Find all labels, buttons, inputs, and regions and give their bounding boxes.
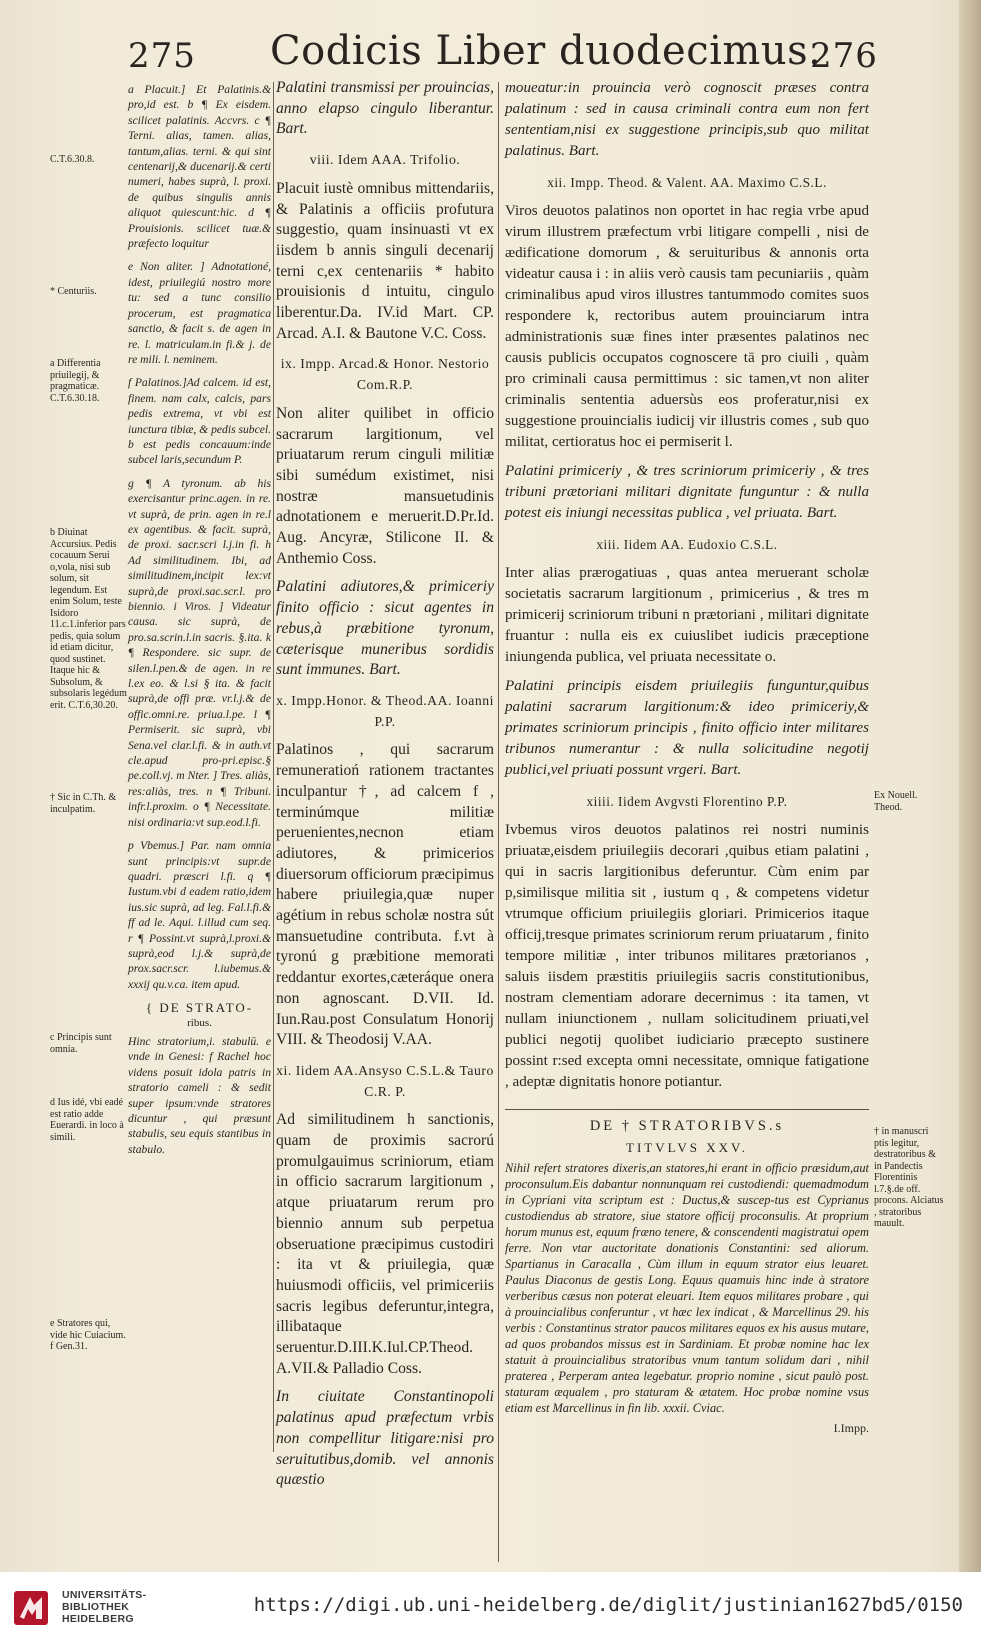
left-margin-notes: [50, 82, 128, 1462]
gloss-section-subheading: ribus.: [187, 1016, 212, 1029]
margin-note: † Sic in C.Th. & inculpatim.: [50, 792, 117, 815]
right-page-number: 276: [810, 36, 878, 76]
right-margin-notes: [874, 790, 954, 1290]
law-heading: x. Impp.Honor. & Theod.AA. Ioanni P.P.: [276, 692, 494, 729]
law-text: Ivbemus viros deuotos palatinos rei nostri numinis priuatæ,eisdem priuilegiis decorari ,quibus etiam palatini , qui in sacris largitionibus deferuntur. Cùm enim par p,similisque militia sit , iustum q , & competens videtur vtrumque officium priuilegiis gloriari. Primicerios itaque officij,tresque primates scriniorum rerum priuatarum , finito tempore militiæ , inter tribunos militares prætorianos , saluis iisdem præstitis priuilegiis sacris constitutionibus, nostram clementiam adorare decernimus : ita tamen, vt nullam iniunctionem , nullam solicitudinem priuati,vel publici negotij quolibet iudiciario præcepto sustinere possint r:sed excepta omni necessitate, omnique fatigatione , adeptæ dignitatis honore potiantur.: [505, 822, 869, 1090]
law-heading: ix. Impp. Arcad.& Honor. Nestorio Com.R.P.: [280, 356, 490, 393]
page-header: [0, 22, 981, 82]
law-heading: xiii. Iidem AA. Eudoxio C.S.L.: [596, 537, 778, 552]
institution-line: HEIDELBERG: [62, 1613, 134, 1625]
law-text: Non aliter quilibet in officio sacrarum largitionum, vel priuatarum rerum cinguli militiæ sibi sumédum existimet, nisi nostræ mansuetudinis adnotationem e meruerit.D.Pr.Id. Aug. Ancyræ, Stilicone II. & Anthemio Coss.: [276, 404, 494, 567]
university-library-logo-icon: [12, 1587, 54, 1629]
law-text: Placuit iustè omnibus mittendariis, & Palatinis a officiis profutura suggestio, quam insinuasti vt ex iisdem b annis singuli decenarij terni c,ex centenariis * habito prouisionis d intuitu, cingulo liberentur.Da. IV.id Mart. CP. Arcad. A.I. & Bautone V.C. Coss.: [276, 179, 494, 342]
law-heading: xi. Iidem AA.Ansyso C.S.L.& Tauro C.R. P.: [276, 1062, 494, 1099]
section-subtitle: TITVLVS XXV.: [626, 1140, 748, 1155]
gloss-block: a Placuit.] Et Palatinis.& pro,id est. b ¶ Ex eisdem. scilicet palatinis. Accvrs. c ¶ Terni. alias, tamen. alias, tantum,alias. terni. & qui sint centenarij,& ducenarij.& certi numeri, habes suprà, l. proxi. de quibus singulis annis aliquot quiescunt:hic. d ¶ Prouisionis. scilicet tuæ.& præfecto loquitur: [128, 83, 271, 251]
margin-note: c Principis sunt omnia.: [50, 1032, 112, 1055]
gloss-section-heading: { DE STRATO-: [145, 1000, 254, 1016]
margin-note: a Differentia priuilegij, & pragmaticæ. C.T.6.30.18.: [50, 358, 101, 404]
main-text-column-2: [505, 78, 869, 1558]
law-heading: xiiii. Iidem Avgvsti Florentino P.P.: [586, 794, 788, 809]
title-section: [505, 1109, 869, 1439]
institution-line: UNIVERSITÄTS-: [62, 1589, 147, 1601]
gloss-block: g ¶ A tyronum. ab his exercisantur princ.agen. in re. vt suprà, de prin. agen in re.l ex agentibus. & facit. suprà, de proxi. sacr.scri l.j.in fi. h Ad similitudinem. Ibi, ad similitudinem,incipit lex:vt suprà,de proxi.sac.scr.l. pro biennio. i Viros. ] Videatur causa. sic suprà, de pro.sa.scrin.l.in sacris. §.ita. k ¶ Respondere. sic supr. de silen.l.pen.& de agen. in re l.ex eo. & l.si § ita. & facit suprà,de offi præ. vr.l.j.& de offic.omni.re. priua.l.pe. l ¶ Permiserit. sic suprà, vbi Sena.vel clar.l.fi. & in auth.vt cle.apud pro-pri.episc.§ pe.coll.vj. m Nter. ] Tres. aliàs, res:aliàs, tres. n ¶ Tribuni. infr.l.proxim. o ¶ Necessitate. nisi ordinaria:vt sup.eod.l.fi.: [128, 476, 271, 829]
institution-name: [62, 1589, 146, 1625]
margin-note: C.T.6.30.8.: [50, 154, 95, 165]
margin-note: * Centuriis.: [50, 286, 97, 297]
law-text: Ad similitudinem h sanctionis, quam de proximis sacrorú promulgauimus scriniorum, etiam in officio sacrarum largitionum , atque priuatarum rerum pro biennio annum sub perpetua obseruatione præcipimus custodiri : ita vt & priuilegia, quæ huiusmodi officiis, vel primiceriis sacris legibus deferuntur,integra, illibataque seruentur.D.III.K.Iul.CP.Theod. A.VII.& Palladio Coss.: [276, 1111, 494, 1377]
section-gloss: Nihil refert stratores dixeris,an statores,hi erant in officio præsidum,aut proconsulum.Eis dabantur nonnunquam rei custodiendi: quemadmodum in Cypriani vita scriptum est : Ductus,& suscep-tus est Cyprianus custodiendus ab stratore, siue statore officij proconsulis. At proprium horum munus est, equum fræno tenere, & conscendenti magistratui opem ferre. Non vtar auctoritate donationis Constantini: sed aliorum. Spartianus in Caracalla , Cùm illum in equum strator eius leuaret. Paulus Diaconus de gestis Long. Equus quamuis hinc inde à stratore verberibus cæsus non poterat eleuari. Item equos militares probare , qui à prouincialibus conferuntur , vt hæc lex indicat , & Marcellinus 29. his verbis : Constantinus strator paucos militares equos ex his ausus mutare, ad quos probandos missus est in Sardiniam. Et probæ nomine hac lex statuit à prouincialibus stratoribus vnum tantum solidum dari , nihil praterea , Perperam antea legebatur. proprio nomine , sicut paulò post. staturam æqualem , pro staturam & ætatem. Hoc probæ nomine vsus etiam est Marcellinus in fin lib. xxxii. Cviac.: [505, 1161, 869, 1415]
viewer-footer: [0, 1572, 981, 1643]
section-title: DE † STRATORIBVS.s: [589, 1118, 785, 1134]
gloss-block: f Palatinos.]Ad calcem. id est, finem. nam calx, calcis, pars pedis extrema, vt vbi est iunctura tibiæ, & pedis subcel. b est pedis concauum:inde subcel laris,secundum P.: [128, 376, 271, 467]
law-summary: Palatini principis eisdem priuilegiis funguntur,quibus palatini sacrarum largitionum:& ideo primiceriy,& primates scriniorum principis , finito officio inter militares tribunos numerantur : & nulla solicitudine negotij publici,vel priuati possunt vrgeri. Bart.: [505, 678, 869, 778]
law-heading: xii. Impp. Theod. & Valent. AA. Maximo C.S.L.: [547, 175, 827, 190]
gloss-block: Hinc stratorium,i. stabulū. e vnde in Genesi: f Rachel hoc videns posuit idola patris in stratorio cameli : & sedit super ipsum:vnde stratores dicuntur , qui præsunt stabulis, seu equis stantibus in stabulo.: [128, 1034, 271, 1156]
law-text: Inter alias prærogatiuas , quas antea meruerant scholæ societatis sacrarum largitionum , primicerius , & tres m primicerij scriniorum tribuni n prætoriani , militari dignitate fruantur : nulla eis ex cuiuslibet iudicis præceptione iniungenda publica, vel priuata necessitate o.: [505, 565, 869, 665]
margin-note: Ex Nouell. Theod.: [874, 790, 918, 813]
margin-note: b Diuinat Accursius. Pedis cocauum Serui o,vola, nisi sub solum, sit legendum. Est enim Solum, teste Isidoro 11.c.1.inferior pars pedis, quia solum id etiam dicitur, quod sustinet. Itaque hic & Subsolum, & subsolaris legédum erit. C.T.6,30.20.: [50, 527, 127, 711]
law-summary: Palatini adiutores,& primiceriy finito officio : sicut agentes in rebus,à præbitione tyronum, cæterisque muneribus sordidis sunt immunes. Bart.: [276, 578, 494, 679]
permalink-url[interactable]: https://digi.ub.uni-heidelberg.de/diglit/justinian1627bd5/0150: [253, 1594, 963, 1616]
law-text: Viros deuotos palatinos non oportet in hac regia vrbe apud virum illustrem præfectum vrbi litigare compelli , nisi de ædificatione domorum , & seruituribus & annonis orta videatur causa i : in aliis verò causis tam pecuniariis , quàm criminalibus apud viros illustres tantummodo comites suos respondere k, rectoribus autem prouinciarum intra administrationis suæ fines inter præsentes palatinos nec causis publicis occupatos cognoscere tā pro ciuili , quàm pro criminali causa permittimus : sic tamen,vt non aliter criminalis sententia aduersùs eos proferatur,nisi ex suggestione prouincialis iudicij vir illustris comes , sub quo militat, certioratus hoc ei permiserit l.: [505, 203, 869, 450]
law-summary: Palatini primiceriy , & tres scriniorum primiceriy , & tres tribuni prætoriani militari dignitate funguntur : & nulla potest eis iniungi necessitas publica , vel priuata. Bart.: [505, 463, 869, 521]
margin-note: † in manuscri ptis legitur, destratoribus & in Pandectis Florentinis l.7.§.de off. procons. Alciatus , stratoribus mauult.: [874, 1126, 944, 1229]
running-title: Codicis Liber duodecimus.: [270, 28, 822, 74]
law-summary: Palatini transmissi per prouincias, anno elapso cingulo liberantur. Bart.: [276, 79, 494, 138]
page-gutter: [959, 0, 981, 1572]
law-heading: viii. Idem AAA. Trifolio.: [309, 152, 461, 168]
main-text-column-1: [276, 78, 494, 1489]
gloss-block: p Vbemus.] Par. nam omnia sunt principis:vt supr.de quadri. præscri l.fi. q ¶ Iustum.vbi d eadem ratio,idem ius.sic suprà, ad leg. Fal.l.fi.& ff ad le. Aqui. l.illud cum seq. r ¶ Possint.vt suprà,l.proxi.& suprà,eod l.j.& suprà,de prox.sacr.scr. l.iubemus.& xxxij qu.v.ca. item apud.: [128, 839, 271, 991]
column-rule-2: [498, 82, 499, 1562]
gloss-block: e Non aliter. ] Adnotationé, idest, priuilegiú nostro more tu: sed a tunc consilio procerum, est pragmatica sanctio, & facit s. de agen in re. l. matriculam.in fi.& j. de re mili. l. neminem.: [128, 260, 271, 366]
margin-note: e Stratores qui, vide hic Cuiacium. f Gen.31.: [50, 1318, 126, 1352]
law-summary: moueatur:in prouincia verò cognoscit præses contra palatinum : sed in causa criminali contra eum non fert sententiam,nisi ex suggestione principis,sub quo militat palatinus. Bart.: [505, 80, 869, 159]
gloss-column: [128, 82, 271, 1442]
left-page-number: 275: [128, 36, 196, 76]
margin-note: d Ius idé, vbi eadé est ratio adde Euerardi. in loco à simili.: [50, 1097, 124, 1143]
catchword: I.Impp.: [833, 1421, 869, 1435]
law-summary: In ciuitate Constantinopoli palatinus apud præfectum vrbis non compellitur litigare:nisi pro seruitutibus,domib. vel annonis quæstio: [276, 1388, 494, 1489]
column-rule-1: [273, 82, 274, 1452]
institution-line: BIBLIOTHEK: [62, 1601, 130, 1613]
law-text: Palatinos , qui sacrarum remuneratioń rationem tractantes inculpantur †, ad calcem f , terminúmque militiæ peruenientes,necnon etiam adiutores, & primicerios diuersorum officiorum præcipimus habere priuilegia,quæ nuper agétium in rebus scholæ nostra sút mansuetudine contributa. f.vt à tyronú g præbitione memorati reddantur exortes,cæteráque onera non agnoscant. D.VII. Id. Iun.Rau.post Consulatum Honorij VIII. & Theodosij V.AA.: [276, 741, 494, 1049]
